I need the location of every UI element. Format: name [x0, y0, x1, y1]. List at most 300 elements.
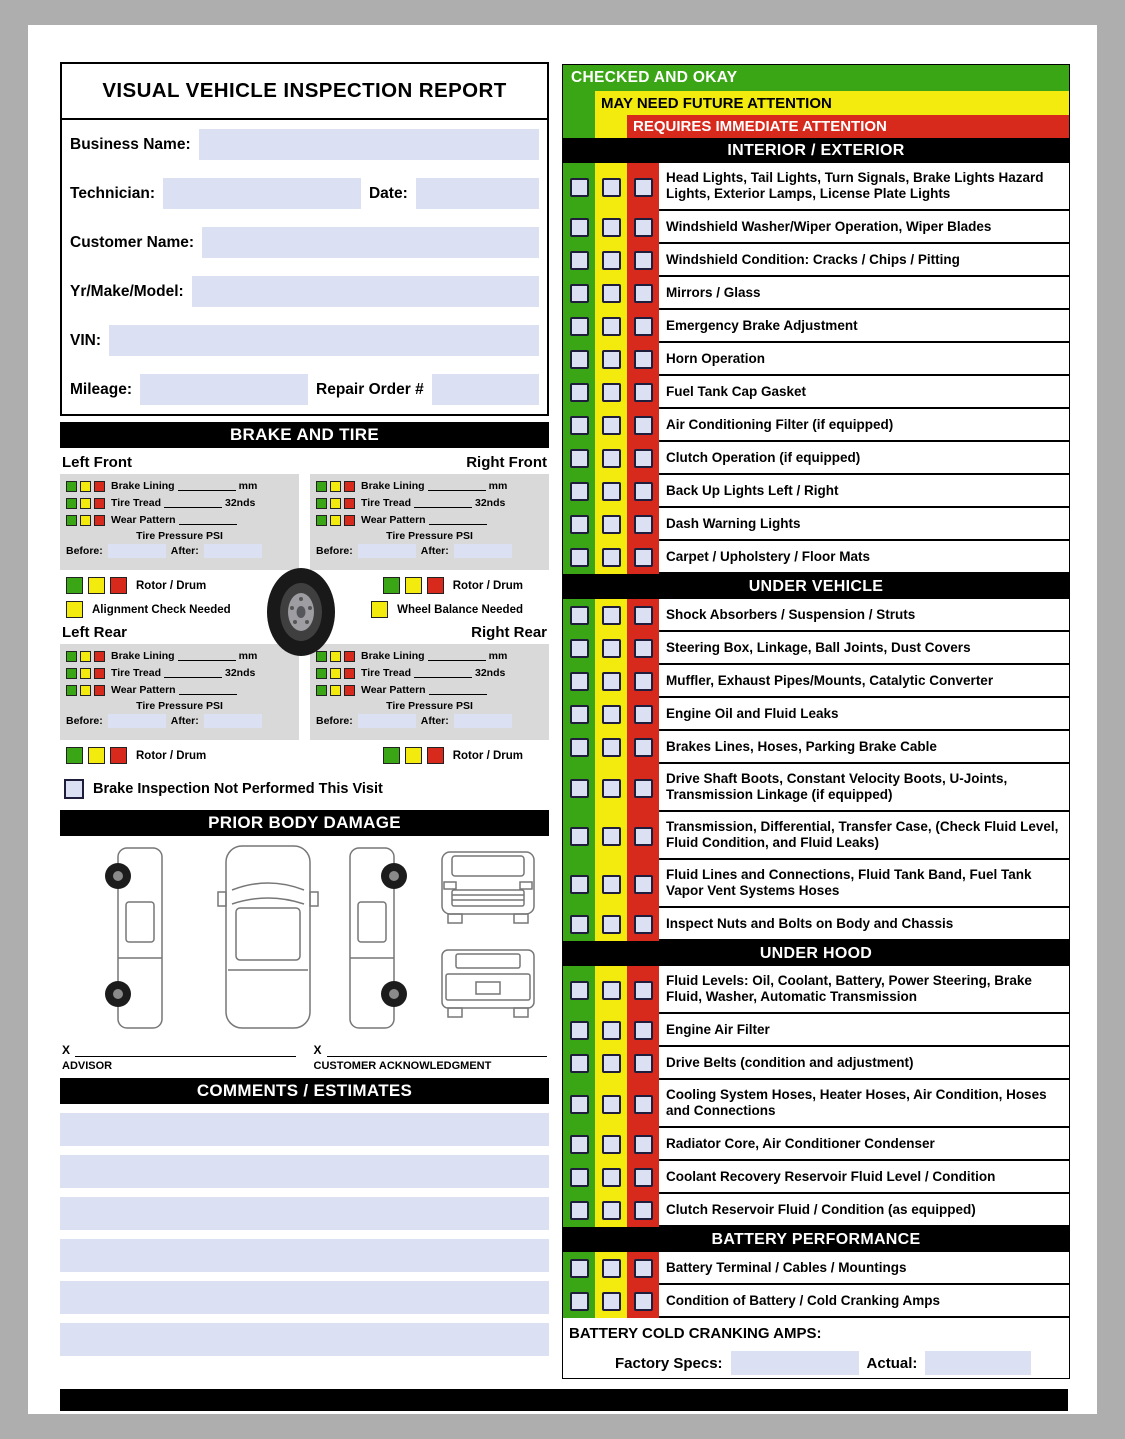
yellow-column-stripe [595, 115, 627, 138]
after-label: After: [420, 715, 449, 727]
measure-unit: mm [238, 480, 258, 492]
yellow-checkbox[interactable] [602, 383, 621, 402]
rotor-drum-label: Rotor / Drum [452, 749, 523, 762]
green-cell [563, 698, 595, 731]
yellow-rotor-box[interactable] [88, 577, 105, 594]
green-checkbox[interactable] [570, 317, 589, 336]
date-field[interactable] [416, 178, 539, 209]
yellow-status-box[interactable] [80, 515, 91, 526]
yellow-status-box[interactable] [80, 651, 91, 662]
red-checkbox[interactable] [634, 317, 653, 336]
red-checkbox[interactable] [634, 482, 653, 501]
red-status-box[interactable] [94, 515, 105, 526]
measure-unit: 32nds [225, 497, 256, 509]
comment-line[interactable] [60, 1323, 549, 1356]
red-checkbox[interactable] [634, 827, 653, 846]
measure-label: Wear Pattern [111, 684, 176, 696]
tire-pressure-label: Tire Pressure PSI [136, 530, 223, 542]
measure-label: Tire Tread [111, 497, 161, 509]
green-checkbox[interactable] [570, 705, 589, 724]
yellow-rotor-box[interactable] [88, 747, 105, 764]
yellow-checkbox[interactable] [602, 449, 621, 468]
measure-write-line[interactable] [164, 498, 222, 508]
yellow-checkbox[interactable] [602, 606, 621, 625]
green-status-box[interactable] [66, 481, 77, 492]
red-status-box[interactable] [344, 668, 355, 679]
business-name-field[interactable] [199, 129, 539, 160]
yellow-cell [595, 908, 627, 941]
prior-body-damage-section [60, 838, 549, 1072]
checklist-panel [562, 64, 1070, 1379]
measure-row [316, 479, 543, 493]
legend-immediate-attention [627, 115, 1069, 138]
red-checkbox[interactable] [634, 284, 653, 303]
check-item-label: Mirrors / Glass [659, 277, 1069, 310]
measure-write-line[interactable] [179, 685, 237, 695]
yellow-cell [595, 310, 627, 343]
check-item-label: Cooling System Hoses, Heater Hoses, Air Condition, Hoses and Connections [659, 1080, 1069, 1128]
yellow-checkbox[interactable] [602, 350, 621, 369]
green-checkbox[interactable] [570, 915, 589, 934]
yellow-checkbox[interactable] [602, 1201, 621, 1220]
red-checkbox[interactable] [634, 1201, 653, 1220]
vin-label: VIN: [70, 331, 101, 349]
check-row [563, 966, 1069, 1014]
yellow-cell [595, 731, 627, 764]
yellow-cell [595, 541, 627, 574]
yellow-checkbox[interactable] [602, 672, 621, 691]
yellow-checkbox[interactable] [602, 738, 621, 757]
green-cell [563, 908, 595, 941]
yellow-status-box[interactable] [330, 498, 341, 509]
yellow-cell [595, 442, 627, 475]
check-row [563, 908, 1069, 941]
measure-label: Wear Pattern [111, 514, 176, 526]
red-cell [627, 908, 659, 941]
legend-immediate-attention-label: REQUIRES IMMEDIATE ATTENTION [633, 118, 887, 135]
yellow-checkbox[interactable] [602, 1054, 621, 1073]
customer-acknowledgment-label: CUSTOMER ACKNOWLEDGMENT [313, 1060, 492, 1072]
measure-row [316, 649, 543, 663]
green-checkbox[interactable] [570, 548, 589, 567]
yellow-status-box[interactable] [80, 481, 91, 492]
red-status-box[interactable] [94, 481, 105, 492]
green-cell [563, 1285, 595, 1318]
measure-label: Wear Pattern [361, 684, 426, 696]
green-checkbox[interactable] [570, 1054, 589, 1073]
legend-checked-okay-label: CHECKED AND OKAY [571, 69, 738, 86]
green-rotor-box[interactable] [66, 577, 83, 594]
measure-write-line[interactable] [429, 685, 487, 695]
advisor-x-mark: X [62, 1043, 71, 1057]
green-checkbox[interactable] [570, 981, 589, 1000]
actual-label: Actual: [866, 1354, 918, 1372]
yellow-checkbox[interactable] [602, 1168, 621, 1187]
measure-row [66, 479, 293, 493]
yellow-cell [595, 163, 627, 211]
measure-write-line[interactable] [429, 515, 487, 525]
check-row [563, 541, 1069, 574]
rotor-drum-group [383, 747, 523, 764]
yellow-status-box[interactable] [330, 515, 341, 526]
green-checkbox[interactable] [570, 178, 589, 197]
yellow-cell [595, 665, 627, 698]
check-item-label: Shock Absorbers / Suspension / Struts [659, 599, 1069, 632]
check-item-label: Engine Oil and Fluid Leaks [659, 698, 1069, 731]
corner-label-right-rear: Right Rear [471, 624, 547, 641]
after-label: After: [420, 545, 449, 557]
yellow-status-box[interactable] [80, 685, 91, 696]
green-cell [563, 812, 595, 860]
red-checkbox[interactable] [634, 515, 653, 534]
red-checkbox[interactable] [634, 350, 653, 369]
green-checkbox[interactable] [570, 1135, 589, 1154]
red-checkbox[interactable] [634, 981, 653, 1000]
after-psi-field[interactable] [454, 714, 512, 728]
red-rotor-box[interactable] [110, 747, 127, 764]
yellow-checkbox[interactable] [602, 1135, 621, 1154]
check-item-label: Emergency Brake Adjustment [659, 310, 1069, 343]
red-status-box[interactable] [94, 498, 105, 509]
yellow-cell [595, 508, 627, 541]
yellow-cell [595, 409, 627, 442]
yellow-status-box[interactable] [330, 685, 341, 696]
green-checkbox[interactable] [570, 875, 589, 894]
red-cell [627, 277, 659, 310]
green-cell [563, 1194, 595, 1227]
before-label: Before: [316, 715, 353, 727]
yellow-cell [595, 1080, 627, 1128]
yellow-checkbox[interactable] [602, 1259, 621, 1278]
red-checkbox[interactable] [634, 383, 653, 402]
inspection-report-page [28, 25, 1097, 1414]
check-row [563, 1285, 1069, 1318]
green-checkbox[interactable] [570, 1292, 589, 1311]
yellow-checkbox[interactable] [602, 1021, 621, 1040]
after-psi-field[interactable] [204, 714, 262, 728]
green-checkbox[interactable] [570, 1021, 589, 1040]
check-row [563, 599, 1069, 632]
check-item-label: Fluid Levels: Oil, Coolant, Battery, Power Steering, Brake Fluid, Washer, Automatic Transmission [659, 966, 1069, 1014]
rotor-drum-group [66, 747, 206, 764]
yellow-status-box[interactable] [330, 481, 341, 492]
before-psi-field[interactable] [108, 714, 166, 728]
green-cell [563, 1128, 595, 1161]
red-cell [627, 1285, 659, 1318]
wheel-balance-group [371, 601, 523, 618]
customer-signature-line[interactable] [327, 1043, 547, 1057]
red-status-box[interactable] [94, 651, 105, 662]
red-cell [627, 860, 659, 908]
yellow-checkbox[interactable] [602, 1095, 621, 1114]
measure-write-line[interactable] [428, 651, 486, 661]
red-cell [627, 665, 659, 698]
alignment-check-box[interactable] [66, 601, 83, 618]
measure-write-line[interactable] [178, 481, 236, 491]
check-row [563, 475, 1069, 508]
green-checkbox[interactable] [570, 672, 589, 691]
factory-specs-label: Factory Specs: [615, 1354, 723, 1372]
yr-make-model-field[interactable] [192, 276, 539, 307]
yellow-checkbox[interactable] [602, 416, 621, 435]
wheel-balance-box[interactable] [371, 601, 388, 618]
yellow-checkbox[interactable] [602, 1292, 621, 1311]
yellow-checkbox[interactable] [602, 639, 621, 658]
actual-field[interactable] [925, 1351, 1031, 1375]
measure-write-line[interactable] [414, 498, 472, 508]
check-row [563, 764, 1069, 812]
green-status-box[interactable] [66, 498, 77, 509]
yellow-status-box[interactable] [330, 668, 341, 679]
green-checkbox[interactable] [570, 1095, 589, 1114]
red-cell [627, 409, 659, 442]
red-status-box[interactable] [344, 498, 355, 509]
red-checkbox[interactable] [634, 705, 653, 724]
yellow-checkbox[interactable] [602, 827, 621, 846]
red-cell [627, 211, 659, 244]
green-checkbox[interactable] [570, 218, 589, 237]
red-status-box[interactable] [94, 685, 105, 696]
check-item-label: Inspect Nuts and Bolts on Body and Chassis [659, 908, 1069, 941]
red-cell [627, 812, 659, 860]
red-checkbox[interactable] [634, 738, 653, 757]
corner-label-right-front: Right Front [466, 454, 547, 471]
yellow-checkbox[interactable] [602, 548, 621, 567]
battery-specs-row [563, 1348, 1069, 1378]
red-cell [627, 1128, 659, 1161]
green-status-box[interactable] [316, 668, 327, 679]
green-status-box[interactable] [316, 685, 327, 696]
yellow-checkbox[interactable] [602, 875, 621, 894]
green-status-box[interactable] [66, 651, 77, 662]
yr-make-model-label: Yr/Make/Model: [70, 282, 184, 300]
green-checkbox[interactable] [570, 738, 589, 757]
yellow-checkbox[interactable] [602, 779, 621, 798]
green-status-box[interactable] [316, 481, 327, 492]
red-status-box[interactable] [94, 668, 105, 679]
yellow-status-box[interactable] [80, 668, 91, 679]
red-status-box[interactable] [344, 685, 355, 696]
comment-line[interactable] [60, 1281, 549, 1314]
measure-row [66, 683, 293, 697]
red-checkbox[interactable] [634, 1135, 653, 1154]
green-cell [563, 211, 595, 244]
yellow-cell [595, 599, 627, 632]
red-checkbox[interactable] [634, 639, 653, 658]
green-status-box[interactable] [66, 515, 77, 526]
green-checkbox[interactable] [570, 350, 589, 369]
business-name-row [62, 120, 547, 169]
red-checkbox[interactable] [634, 1021, 653, 1040]
yellow-checkbox[interactable] [602, 284, 621, 303]
red-checkbox[interactable] [634, 416, 653, 435]
vehicle-info-form [60, 62, 549, 416]
alignment-check-label: Alignment Check Needed [92, 603, 231, 616]
measure-write-line[interactable] [178, 651, 236, 661]
green-cell [563, 632, 595, 665]
before-psi-field[interactable] [108, 544, 166, 558]
green-checkbox[interactable] [570, 515, 589, 534]
red-checkbox[interactable] [634, 1095, 653, 1114]
green-checkbox[interactable] [570, 284, 589, 303]
red-cell [627, 376, 659, 409]
vin-field[interactable] [109, 325, 539, 356]
green-cell [563, 966, 595, 1014]
red-checkbox[interactable] [634, 548, 653, 567]
red-checkbox[interactable] [634, 1259, 653, 1278]
green-rotor-box[interactable] [383, 747, 400, 764]
customer-name-field[interactable] [202, 227, 539, 258]
factory-specs-field[interactable] [731, 1351, 859, 1375]
brake-not-performed-checkbox[interactable] [64, 779, 84, 799]
green-checkbox[interactable] [570, 1259, 589, 1278]
yellow-cell [595, 1285, 627, 1318]
after-psi-field[interactable] [454, 544, 512, 558]
measure-write-line[interactable] [179, 515, 237, 525]
green-checkbox[interactable] [570, 1168, 589, 1187]
red-cell [627, 966, 659, 1014]
mileage-field[interactable] [140, 374, 308, 405]
red-checkbox[interactable] [634, 672, 653, 691]
after-label: After: [170, 545, 199, 557]
green-checkbox[interactable] [570, 639, 589, 658]
yellow-checkbox[interactable] [602, 178, 621, 197]
red-checkbox[interactable] [634, 1168, 653, 1187]
red-checkbox[interactable] [634, 218, 653, 237]
red-checkbox[interactable] [634, 606, 653, 625]
red-checkbox[interactable] [634, 875, 653, 894]
green-status-box[interactable] [316, 515, 327, 526]
repair-order-field[interactable] [432, 374, 539, 405]
brake-not-performed-label: Brake Inspection Not Performed This Visit [93, 781, 383, 797]
red-checkbox[interactable] [634, 1292, 653, 1311]
red-checkbox[interactable] [634, 178, 653, 197]
yellow-checkbox[interactable] [602, 515, 621, 534]
measure-row [66, 666, 293, 680]
green-checkbox[interactable] [570, 779, 589, 798]
green-status-box[interactable] [66, 668, 77, 679]
yellow-checkbox[interactable] [602, 981, 621, 1000]
green-checkbox[interactable] [570, 449, 589, 468]
yellow-checkbox[interactable] [602, 705, 621, 724]
red-cell [627, 1252, 659, 1285]
green-checkbox[interactable] [570, 383, 589, 402]
red-rotor-box[interactable] [427, 577, 444, 594]
red-cell [627, 475, 659, 508]
green-status-box[interactable] [316, 498, 327, 509]
technician-field[interactable] [163, 178, 361, 209]
yellow-checkbox[interactable] [602, 915, 621, 934]
green-checkbox[interactable] [570, 1201, 589, 1220]
green-rotor-box[interactable] [383, 577, 400, 594]
green-checkbox[interactable] [570, 251, 589, 270]
green-checkbox[interactable] [570, 482, 589, 501]
green-checkbox[interactable] [570, 606, 589, 625]
red-cell [627, 244, 659, 277]
red-checkbox[interactable] [634, 1054, 653, 1073]
yellow-cell [595, 1128, 627, 1161]
comment-line[interactable] [60, 1113, 549, 1146]
measure-write-line[interactable] [164, 668, 222, 678]
before-psi-field[interactable] [358, 544, 416, 558]
corner-label-left-front: Left Front [62, 454, 132, 471]
red-cell [627, 310, 659, 343]
before-psi-field[interactable] [358, 714, 416, 728]
yellow-cell [595, 764, 627, 812]
tire-pressure-label: Tire Pressure PSI [386, 530, 473, 542]
comment-line[interactable] [60, 1155, 549, 1188]
yellow-rotor-box[interactable] [405, 577, 422, 594]
yellow-checkbox[interactable] [602, 317, 621, 336]
green-rotor-box[interactable] [66, 747, 83, 764]
measure-label: Brake Lining [111, 480, 175, 492]
red-status-box[interactable] [344, 651, 355, 662]
green-checkbox[interactable] [570, 416, 589, 435]
measure-write-line[interactable] [428, 481, 486, 491]
yellow-checkbox[interactable] [602, 482, 621, 501]
comment-line[interactable] [60, 1197, 549, 1230]
yellow-rotor-box[interactable] [405, 747, 422, 764]
advisor-label: ADVISOR [62, 1060, 113, 1072]
yellow-status-box[interactable] [80, 498, 91, 509]
wheel-balance-label: Wheel Balance Needed [397, 603, 523, 616]
check-item-label: Coolant Recovery Reservoir Fluid Level / Condition [659, 1161, 1069, 1194]
yellow-cell [595, 1194, 627, 1227]
red-rotor-box[interactable] [427, 747, 444, 764]
yellow-cell [595, 1047, 627, 1080]
comment-line[interactable] [60, 1239, 549, 1272]
measure-write-line[interactable] [414, 668, 472, 678]
red-checkbox[interactable] [634, 779, 653, 798]
page-title [62, 64, 547, 120]
yellow-cell [595, 1252, 627, 1285]
check-item-label: Engine Air Filter [659, 1014, 1069, 1047]
red-checkbox[interactable] [634, 915, 653, 934]
measure-row [66, 649, 293, 663]
check-row [563, 376, 1069, 409]
yellow-cell [595, 277, 627, 310]
brake-panel-right-front [310, 474, 549, 570]
red-checkbox[interactable] [634, 449, 653, 468]
signature-row [60, 1043, 549, 1072]
yellow-checkbox[interactable] [602, 251, 621, 270]
after-psi-field[interactable] [204, 544, 262, 558]
check-item-label: Muffler, Exhaust Pipes/Mounts, Catalytic Converter [659, 665, 1069, 698]
check-item-label: Drive Shaft Boots, Constant Velocity Boots, U-Joints, Transmission Linkage (if equipped) [659, 764, 1069, 812]
green-status-box[interactable] [66, 685, 77, 696]
green-cell [563, 310, 595, 343]
red-rotor-box[interactable] [110, 577, 127, 594]
yellow-cell [595, 343, 627, 376]
yellow-cell [595, 475, 627, 508]
check-row [563, 409, 1069, 442]
red-status-box[interactable] [344, 481, 355, 492]
red-checkbox[interactable] [634, 251, 653, 270]
measure-row [316, 666, 543, 680]
measure-unit: 32nds [225, 667, 256, 679]
red-status-box[interactable] [344, 515, 355, 526]
check-row [563, 343, 1069, 376]
yellow-checkbox[interactable] [602, 218, 621, 237]
green-checkbox[interactable] [570, 827, 589, 846]
advisor-signature-line[interactable] [75, 1043, 295, 1057]
legend-checked-okay [563, 65, 1069, 91]
brake-panels-row [60, 474, 549, 570]
green-column-stripe [563, 115, 595, 138]
measure-unit: 32nds [475, 497, 506, 509]
check-row [563, 310, 1069, 343]
footer-bar [60, 1389, 1068, 1411]
